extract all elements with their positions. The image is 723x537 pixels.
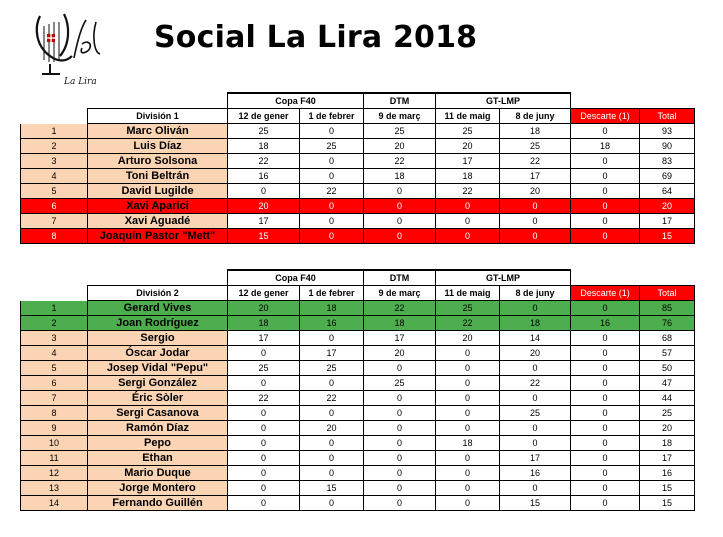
score-cell: 22	[300, 391, 364, 406]
score-cell: 20	[228, 199, 300, 214]
driver-name: Ethan	[88, 451, 228, 466]
standings-row	[21, 331, 695, 346]
score-cell: 18	[364, 316, 436, 331]
score-cell: 22	[500, 376, 571, 391]
driver-name: Óscar Jodar	[88, 346, 228, 361]
blank-cell	[21, 109, 88, 124]
score-cell: 0	[300, 466, 364, 481]
score-cell: 20	[436, 139, 500, 154]
blank-cell	[21, 286, 88, 301]
race-date-header: 12 de gener	[228, 286, 300, 301]
standings-row	[21, 184, 695, 199]
race-date-header: 8 de juny	[500, 286, 571, 301]
discard-cell: 0	[571, 199, 640, 214]
score-cell: 0	[500, 481, 571, 496]
score-cell: 0	[300, 406, 364, 421]
total-cell: 16	[640, 466, 695, 481]
driver-name: David Lugilde	[88, 184, 228, 199]
discard-header: Descarte (1)	[571, 286, 640, 301]
score-cell: 0	[300, 169, 364, 184]
position-cell: 8	[21, 229, 88, 244]
division-label: División 2	[88, 286, 228, 301]
score-cell: 25	[300, 139, 364, 154]
score-cell: 0	[364, 496, 436, 511]
score-cell: 25	[500, 406, 571, 421]
score-cell: 17	[228, 331, 300, 346]
group-dtm: DTM	[364, 93, 436, 109]
driver-name: Luis Díaz	[88, 139, 228, 154]
score-cell: 0	[436, 376, 500, 391]
standings-row	[21, 214, 695, 229]
score-cell: 0	[228, 451, 300, 466]
division-2-table	[20, 269, 695, 511]
total-cell: 64	[640, 184, 695, 199]
score-cell: 0	[300, 436, 364, 451]
total-cell: 25	[640, 406, 695, 421]
position-cell: 1	[21, 301, 88, 316]
score-cell: 0	[436, 229, 500, 244]
discard-cell: 18	[571, 139, 640, 154]
position-cell: 4	[21, 169, 88, 184]
score-cell: 0	[300, 331, 364, 346]
score-cell: 0	[228, 376, 300, 391]
standings-row	[21, 124, 695, 139]
discard-cell: 16	[571, 316, 640, 331]
discard-cell: 0	[571, 481, 640, 496]
driver-name: Éric Sòler	[88, 391, 228, 406]
driver-name: Joaquín Pastor "Mett"	[88, 229, 228, 244]
division-label: División 1	[88, 109, 228, 124]
standings-row	[21, 421, 695, 436]
total-cell: 44	[640, 391, 695, 406]
position-cell: 14	[21, 496, 88, 511]
driver-name: Joan Rodríguez	[88, 316, 228, 331]
total-cell: 17	[640, 451, 695, 466]
score-cell: 0	[300, 214, 364, 229]
standings-row	[21, 436, 695, 451]
driver-name: Ramón Díaz	[88, 421, 228, 436]
total-cell: 15	[640, 496, 695, 511]
group-copa-f40: Copa F40	[228, 93, 364, 109]
score-cell: 0	[228, 496, 300, 511]
score-cell: 0	[228, 421, 300, 436]
score-cell: 20	[364, 346, 436, 361]
score-cell: 0	[364, 391, 436, 406]
score-cell: 0	[228, 481, 300, 496]
score-cell: 0	[300, 199, 364, 214]
position-cell: 11	[21, 451, 88, 466]
score-cell: 18	[228, 139, 300, 154]
driver-name: Josep Vidal "Pepu"	[88, 361, 228, 376]
standings-row	[21, 229, 695, 244]
score-cell: 0	[364, 421, 436, 436]
score-cell: 18	[500, 316, 571, 331]
total-cell: 83	[640, 154, 695, 169]
page-title: Social La Lira 2018	[154, 20, 478, 55]
discard-cell: 0	[571, 346, 640, 361]
score-cell: 25	[364, 376, 436, 391]
score-cell: 20	[436, 331, 500, 346]
group-header-row	[21, 93, 695, 109]
discard-cell: 0	[571, 184, 640, 199]
blank-cell	[571, 270, 695, 286]
score-cell: 25	[436, 301, 500, 316]
position-cell: 3	[21, 154, 88, 169]
position-cell: 13	[21, 481, 88, 496]
score-cell: 18	[228, 316, 300, 331]
standings-row	[21, 376, 695, 391]
score-cell: 22	[500, 154, 571, 169]
score-cell: 22	[436, 184, 500, 199]
score-cell: 18	[500, 124, 571, 139]
driver-name: Sergi González	[88, 376, 228, 391]
driver-name: Arturo Solsona	[88, 154, 228, 169]
score-cell: 22	[436, 316, 500, 331]
score-cell: 0	[500, 421, 571, 436]
score-cell: 20	[300, 421, 364, 436]
discard-cell: 0	[571, 496, 640, 511]
driver-name: Xavi Aparici	[88, 199, 228, 214]
position-cell: 7	[21, 391, 88, 406]
score-cell: 0	[364, 229, 436, 244]
driver-name: Jorge Montero	[88, 481, 228, 496]
standings-row	[21, 346, 695, 361]
score-cell: 0	[436, 199, 500, 214]
score-cell: 0	[228, 406, 300, 421]
discard-cell: 0	[571, 391, 640, 406]
score-cell: 0	[500, 301, 571, 316]
position-cell: 12	[21, 466, 88, 481]
score-cell: 18	[300, 301, 364, 316]
position-cell: 5	[21, 361, 88, 376]
driver-name: Marc Oliván	[88, 124, 228, 139]
group-gt-lmp: GT-LMP	[436, 93, 571, 109]
discard-cell: 0	[571, 421, 640, 436]
position-cell: 7	[21, 214, 88, 229]
discard-cell: 0	[571, 169, 640, 184]
score-cell: 17	[228, 214, 300, 229]
score-cell: 0	[364, 436, 436, 451]
score-cell: 0	[500, 391, 571, 406]
race-date-header: 12 de gener	[228, 109, 300, 124]
total-cell: 50	[640, 361, 695, 376]
score-cell: 0	[436, 361, 500, 376]
score-cell: 0	[300, 496, 364, 511]
score-cell: 0	[500, 229, 571, 244]
score-cell: 0	[228, 466, 300, 481]
score-cell: 16	[500, 466, 571, 481]
discard-header: Descarte (1)	[571, 109, 640, 124]
score-cell: 22	[228, 391, 300, 406]
standings-row	[21, 451, 695, 466]
score-cell: 20	[228, 301, 300, 316]
score-cell: 15	[300, 481, 364, 496]
score-cell: 0	[436, 481, 500, 496]
score-cell: 17	[436, 154, 500, 169]
standings-row	[21, 139, 695, 154]
blank-cell	[21, 270, 228, 286]
division-1-table	[20, 92, 695, 244]
position-cell: 10	[21, 436, 88, 451]
score-cell: 22	[364, 154, 436, 169]
discard-cell: 0	[571, 124, 640, 139]
score-cell: 25	[364, 124, 436, 139]
position-cell: 8	[21, 406, 88, 421]
score-cell: 0	[500, 436, 571, 451]
driver-name: Toni Beltrán	[88, 169, 228, 184]
race-date-header: 1 de febrer	[300, 109, 364, 124]
total-cell: 68	[640, 331, 695, 346]
score-cell: 0	[500, 214, 571, 229]
score-cell: 17	[300, 346, 364, 361]
lyre-icon	[30, 8, 110, 86]
discard-cell: 0	[571, 229, 640, 244]
score-cell: 14	[500, 331, 571, 346]
score-cell: 17	[364, 331, 436, 346]
score-cell: 0	[500, 361, 571, 376]
score-cell: 20	[500, 346, 571, 361]
discard-cell: 0	[571, 331, 640, 346]
driver-name: Pepo	[88, 436, 228, 451]
group-header-row	[21, 270, 695, 286]
driver-name: Mario Duque	[88, 466, 228, 481]
score-cell: 0	[436, 496, 500, 511]
standings-row	[21, 391, 695, 406]
race-date-header: 11 de maig	[436, 109, 500, 124]
score-cell: 0	[364, 466, 436, 481]
blank-cell	[571, 93, 695, 109]
score-cell: 20	[500, 184, 571, 199]
position-cell: 5	[21, 184, 88, 199]
race-header-row	[21, 109, 695, 124]
race-date-header: 9 de març	[364, 286, 436, 301]
blank-cell	[21, 93, 228, 109]
group-gt-lmp: GT-LMP	[436, 270, 571, 286]
score-cell: 0	[364, 481, 436, 496]
standings-row	[21, 481, 695, 496]
score-cell: 0	[364, 184, 436, 199]
score-cell: 0	[228, 346, 300, 361]
score-cell: 0	[436, 466, 500, 481]
race-date-header: 1 de febrer	[300, 286, 364, 301]
score-cell: 20	[364, 139, 436, 154]
total-cell: 15	[640, 481, 695, 496]
standings-row	[21, 361, 695, 376]
score-cell: 25	[300, 361, 364, 376]
score-cell: 0	[364, 451, 436, 466]
race-date-header: 8 de juny	[500, 109, 571, 124]
total-cell: 93	[640, 124, 695, 139]
total-cell: 90	[640, 139, 695, 154]
discard-cell: 0	[571, 154, 640, 169]
score-cell: 17	[500, 451, 571, 466]
standings-row	[21, 301, 695, 316]
score-cell: 0	[228, 184, 300, 199]
total-cell: 69	[640, 169, 695, 184]
total-cell: 18	[640, 436, 695, 451]
score-cell: 0	[436, 406, 500, 421]
score-cell: 16	[300, 316, 364, 331]
discard-cell: 0	[571, 376, 640, 391]
score-cell: 0	[228, 436, 300, 451]
discard-cell: 0	[571, 361, 640, 376]
score-cell: 22	[364, 301, 436, 316]
total-cell: 20	[640, 421, 695, 436]
score-cell: 0	[436, 214, 500, 229]
total-cell: 76	[640, 316, 695, 331]
position-cell: 9	[21, 421, 88, 436]
position-cell: 6	[21, 376, 88, 391]
position-cell: 3	[21, 331, 88, 346]
driver-name: Xavi Aguadé	[88, 214, 228, 229]
score-cell: 16	[228, 169, 300, 184]
total-header: Total	[640, 109, 695, 124]
score-cell: 25	[228, 361, 300, 376]
standings-row	[21, 496, 695, 511]
total-cell: 17	[640, 214, 695, 229]
score-cell: 15	[500, 496, 571, 511]
score-cell: 0	[364, 361, 436, 376]
score-cell: 0	[364, 199, 436, 214]
score-cell: 0	[436, 346, 500, 361]
score-cell: 0	[300, 229, 364, 244]
total-header: Total	[640, 286, 695, 301]
race-date-header: 11 de maig	[436, 286, 500, 301]
total-cell: 85	[640, 301, 695, 316]
score-cell: 0	[436, 451, 500, 466]
group-dtm: DTM	[364, 270, 436, 286]
total-cell: 15	[640, 229, 695, 244]
score-cell: 0	[436, 421, 500, 436]
group-copa-f40: Copa F40	[228, 270, 364, 286]
position-cell: 2	[21, 139, 88, 154]
score-cell: 17	[500, 169, 571, 184]
total-cell: 57	[640, 346, 695, 361]
la-lira-logo	[30, 8, 110, 86]
logo-caption: La Lira	[64, 77, 97, 86]
position-cell: 6	[21, 199, 88, 214]
score-cell: 25	[228, 124, 300, 139]
discard-cell: 0	[571, 451, 640, 466]
standings-row	[21, 406, 695, 421]
score-cell: 0	[364, 214, 436, 229]
race-date-header: 9 de març	[364, 109, 436, 124]
total-cell: 47	[640, 376, 695, 391]
position-cell: 1	[21, 124, 88, 139]
score-cell: 25	[500, 139, 571, 154]
score-cell: 0	[300, 376, 364, 391]
score-cell: 15	[228, 229, 300, 244]
total-cell: 20	[640, 199, 695, 214]
standings-row	[21, 199, 695, 214]
score-cell: 0	[300, 124, 364, 139]
score-cell: 22	[228, 154, 300, 169]
score-cell: 0	[436, 391, 500, 406]
standings-row	[21, 154, 695, 169]
score-cell: 0	[500, 199, 571, 214]
score-cell: 18	[436, 436, 500, 451]
position-cell: 2	[21, 316, 88, 331]
score-cell: 0	[364, 406, 436, 421]
position-cell: 4	[21, 346, 88, 361]
score-cell: 25	[436, 124, 500, 139]
discard-cell: 0	[571, 466, 640, 481]
driver-name: Fernando Guillén	[88, 496, 228, 511]
driver-name: Gerard Vives	[88, 301, 228, 316]
score-cell: 0	[300, 451, 364, 466]
score-cell: 22	[300, 184, 364, 199]
score-cell: 0	[300, 154, 364, 169]
discard-cell: 0	[571, 436, 640, 451]
driver-name: Sergi Casanova	[88, 406, 228, 421]
score-cell: 18	[436, 169, 500, 184]
discard-cell: 0	[571, 214, 640, 229]
discard-cell: 0	[571, 406, 640, 421]
race-header-row	[21, 286, 695, 301]
score-cell: 18	[364, 169, 436, 184]
standings-row	[21, 169, 695, 184]
standings-row	[21, 316, 695, 331]
standings-row	[21, 466, 695, 481]
discard-cell: 0	[571, 301, 640, 316]
driver-name: Sergio	[88, 331, 228, 346]
